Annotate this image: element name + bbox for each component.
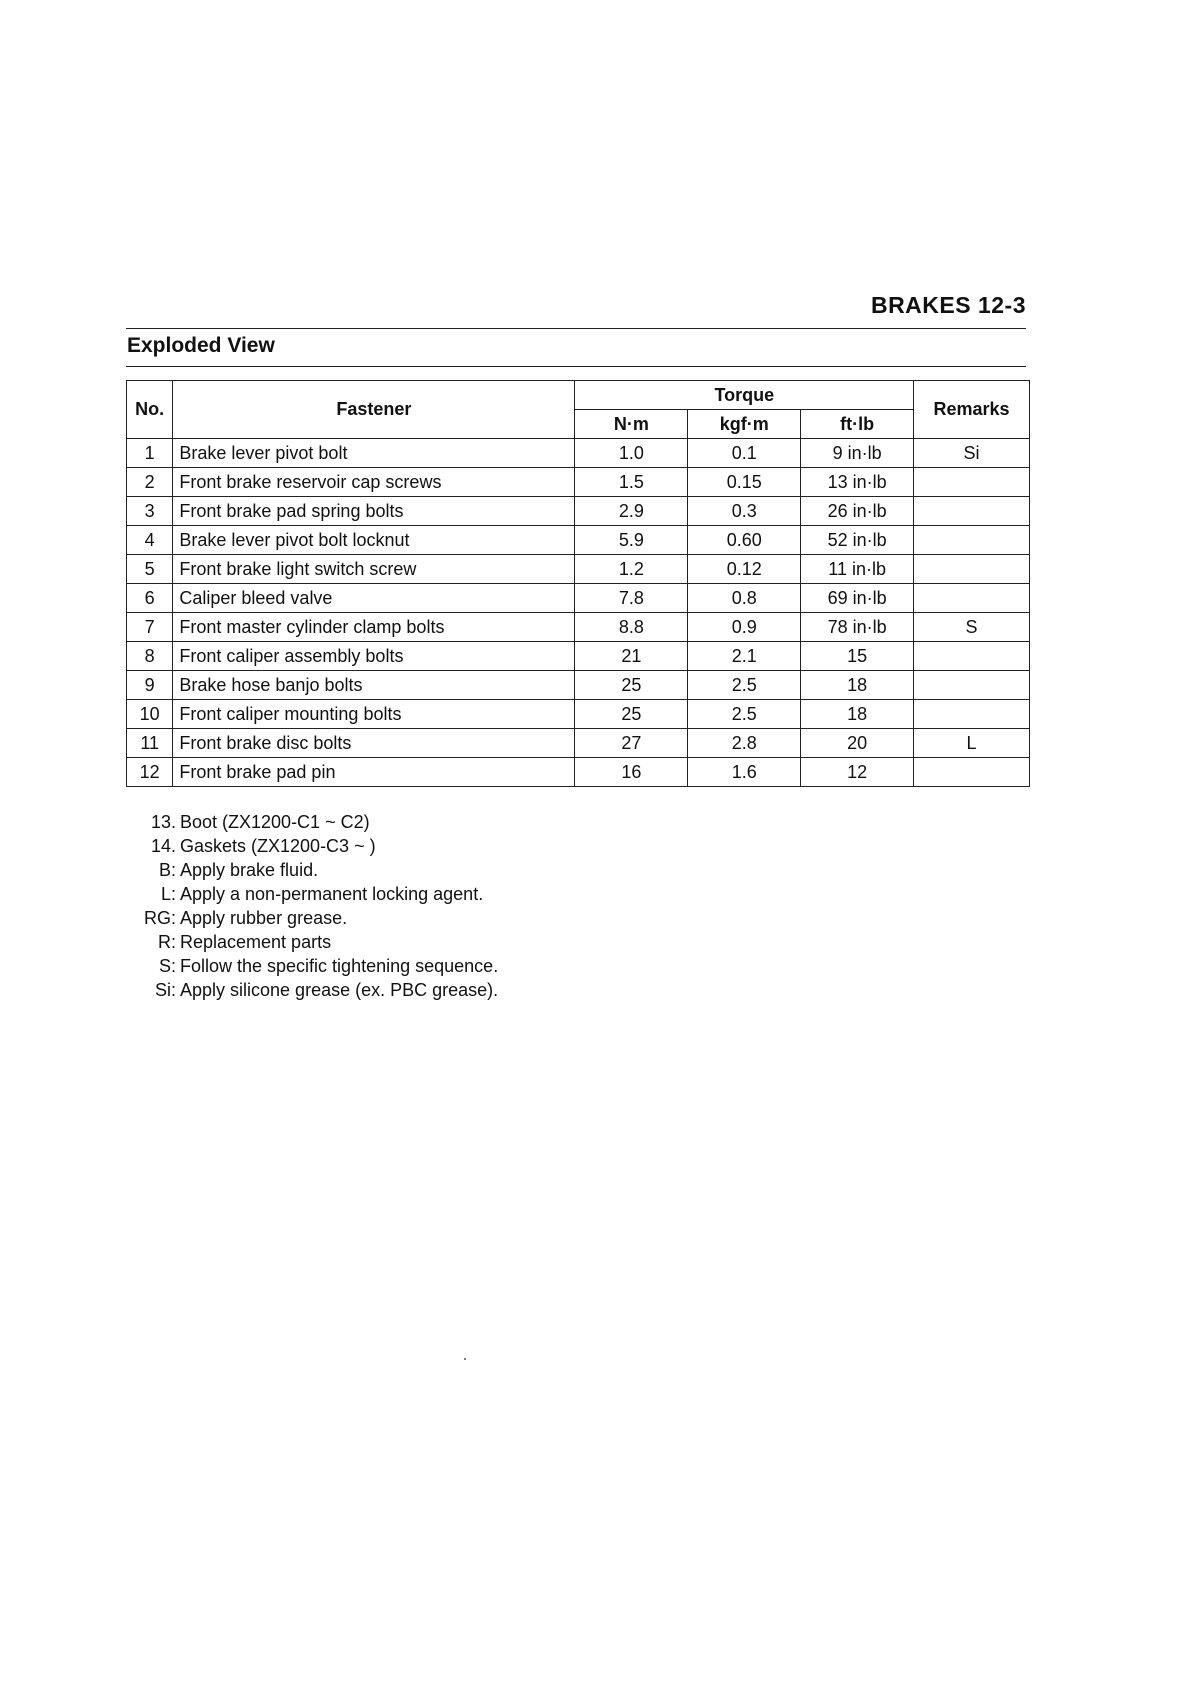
- table-row: [127, 439, 1030, 468]
- cell-ftlb: 15: [801, 642, 914, 671]
- cell-fastener: Front master cylinder clamp bolts: [173, 613, 575, 642]
- header-nm: N·m: [575, 410, 688, 439]
- section-title: Exploded View: [127, 334, 275, 357]
- note-key: RG:: [143, 908, 176, 928]
- note-text: Apply brake fluid.: [180, 860, 319, 880]
- table-row: [127, 613, 1030, 642]
- torque-table-header: [127, 381, 1030, 439]
- note-text: Apply a non-permanent locking agent.: [180, 884, 484, 904]
- list-item: [126, 810, 498, 834]
- cell-no: 11: [127, 729, 173, 758]
- table-row: [127, 468, 1030, 497]
- list-item: [126, 882, 498, 906]
- table-row: [127, 497, 1030, 526]
- cell-fastener: Front brake disc bolts: [173, 729, 575, 758]
- cell-ftlb: 52 in·lb: [801, 526, 914, 555]
- cell-remarks: [914, 555, 1030, 584]
- table-row: [127, 758, 1030, 787]
- cell-fastener: Brake lever pivot bolt locknut: [173, 526, 575, 555]
- stray-mark: [464, 1358, 466, 1360]
- cell-kgfm: 2.5: [688, 671, 801, 700]
- header-torque: Torque: [575, 381, 914, 410]
- cell-nm: 27: [575, 729, 688, 758]
- list-item: [126, 858, 498, 882]
- cell-remarks: [914, 700, 1030, 729]
- note-key: L:: [160, 884, 176, 904]
- cell-remarks: Si: [914, 439, 1030, 468]
- cell-kgfm: 0.60: [688, 526, 801, 555]
- cell-fastener: Front caliper mounting bolts: [173, 700, 575, 729]
- list-item: [126, 834, 498, 858]
- cell-no: 2: [127, 468, 173, 497]
- table-row: [127, 729, 1030, 758]
- cell-ftlb: 11 in·lb: [801, 555, 914, 584]
- cell-no: 12: [127, 758, 173, 787]
- header-ftlb: ft·lb: [801, 410, 914, 439]
- cell-nm: 5.9: [575, 526, 688, 555]
- table-row: [127, 584, 1030, 613]
- cell-no: 10: [127, 700, 173, 729]
- cell-kgfm: 0.15: [688, 468, 801, 497]
- note-text: Replacement parts: [180, 932, 332, 952]
- cell-kgfm: 0.8: [688, 584, 801, 613]
- note-key: 14.: [150, 836, 176, 856]
- header-divider: [126, 328, 1026, 329]
- cell-nm: 21: [575, 642, 688, 671]
- note-key: Si:: [154, 980, 176, 1000]
- cell-ftlb: 9 in·lb: [801, 439, 914, 468]
- cell-remarks: [914, 526, 1030, 555]
- note-key: 13.: [150, 812, 176, 832]
- cell-nm: 25: [575, 671, 688, 700]
- cell-kgfm: 1.6: [688, 758, 801, 787]
- cell-nm: 16: [575, 758, 688, 787]
- cell-kgfm: 2.1: [688, 642, 801, 671]
- cell-remarks: L: [914, 729, 1030, 758]
- cell-nm: 7.8: [575, 584, 688, 613]
- cell-remarks: S: [914, 613, 1030, 642]
- cell-nm: 1.0: [575, 439, 688, 468]
- cell-fastener: Brake lever pivot bolt: [173, 439, 575, 468]
- notes-list: [126, 810, 498, 1002]
- cell-ftlb: 18: [801, 700, 914, 729]
- cell-fastener: Brake hose banjo bolts: [173, 671, 575, 700]
- note-text: Gaskets (ZX1200-C3 ~ ): [180, 836, 376, 856]
- torque-table: [126, 380, 1030, 787]
- note-key: R:: [158, 932, 176, 952]
- cell-no: 4: [127, 526, 173, 555]
- cell-no: 9: [127, 671, 173, 700]
- cell-fastener: Front brake pad spring bolts: [173, 497, 575, 526]
- list-item: [126, 978, 498, 1002]
- cell-remarks: [914, 758, 1030, 787]
- cell-kgfm: 2.8: [688, 729, 801, 758]
- list-item: [126, 930, 498, 954]
- cell-nm: 25: [575, 700, 688, 729]
- cell-kgfm: 2.5: [688, 700, 801, 729]
- cell-ftlb: 78 in·lb: [801, 613, 914, 642]
- cell-remarks: [914, 642, 1030, 671]
- cell-no: 3: [127, 497, 173, 526]
- cell-fastener: Front brake pad pin: [173, 758, 575, 787]
- section-divider: [126, 366, 1026, 367]
- table-row: [127, 642, 1030, 671]
- cell-ftlb: 26 in·lb: [801, 497, 914, 526]
- table-row: [127, 526, 1030, 555]
- cell-ftlb: 18: [801, 671, 914, 700]
- cell-no: 7: [127, 613, 173, 642]
- page-header-title: BRAKES 12-3: [870, 292, 1026, 318]
- cell-fastener: Front brake light switch screw: [173, 555, 575, 584]
- cell-ftlb: 20: [801, 729, 914, 758]
- torque-table-body: [127, 439, 1030, 787]
- header-fastener: Fastener: [173, 381, 575, 439]
- header-no: No.: [127, 381, 173, 439]
- cell-nm: 2.9: [575, 497, 688, 526]
- table-row: [127, 555, 1030, 584]
- note-text: Follow the specific tightening sequence.: [180, 956, 499, 976]
- table-row: [127, 671, 1030, 700]
- cell-no: 1: [127, 439, 173, 468]
- cell-remarks: [914, 497, 1030, 526]
- cell-ftlb: 13 in·lb: [801, 468, 914, 497]
- cell-no: 8: [127, 642, 173, 671]
- list-item: [126, 906, 498, 930]
- header-kgfm: kgf·m: [688, 410, 801, 439]
- note-text: Apply silicone grease (ex. PBC grease).: [180, 980, 499, 1000]
- cell-nm: 1.2: [575, 555, 688, 584]
- cell-fastener: Front caliper assembly bolts: [173, 642, 575, 671]
- cell-fastener: Caliper bleed valve: [173, 584, 575, 613]
- list-item: [126, 954, 498, 978]
- cell-remarks: [914, 468, 1030, 497]
- cell-no: 6: [127, 584, 173, 613]
- note-key: S:: [158, 956, 176, 976]
- cell-kgfm: 0.1: [688, 439, 801, 468]
- cell-kgfm: 0.12: [688, 555, 801, 584]
- table-row: [127, 700, 1030, 729]
- cell-remarks: [914, 671, 1030, 700]
- header-remarks: Remarks: [914, 381, 1030, 439]
- cell-remarks: [914, 584, 1030, 613]
- cell-fastener: Front brake reservoir cap screws: [173, 468, 575, 497]
- cell-no: 5: [127, 555, 173, 584]
- cell-nm: 8.8: [575, 613, 688, 642]
- cell-kgfm: 0.3: [688, 497, 801, 526]
- note-key: B:: [158, 860, 176, 880]
- cell-nm: 1.5: [575, 468, 688, 497]
- cell-ftlb: 12: [801, 758, 914, 787]
- cell-ftlb: 69 in·lb: [801, 584, 914, 613]
- note-text: Boot (ZX1200-C1 ~ C2): [180, 812, 370, 832]
- note-text: Apply rubber grease.: [180, 908, 348, 928]
- cell-kgfm: 0.9: [688, 613, 801, 642]
